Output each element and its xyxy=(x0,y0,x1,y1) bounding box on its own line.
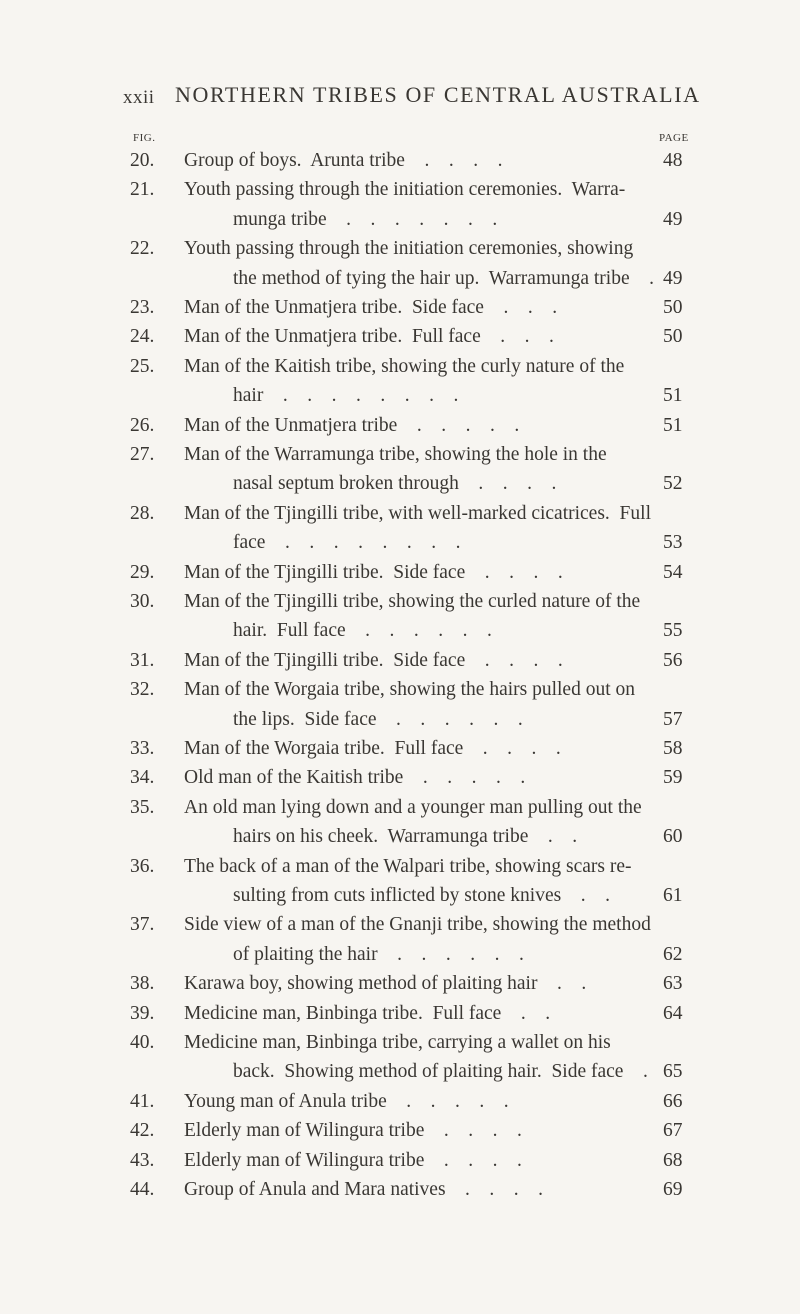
figure-number: 39. xyxy=(130,1002,155,1024)
figure-number: 33. xyxy=(130,738,155,759)
figure-caption: Man of the Unmatjera tribe. Side face . . . xyxy=(184,297,558,318)
page-number: 64 xyxy=(663,1002,683,1024)
figure-number: 35. xyxy=(130,796,155,818)
page-number: 58 xyxy=(663,738,683,759)
figure-number: 32. xyxy=(130,679,155,701)
page-number: 57 xyxy=(663,708,683,730)
figure-number: 31. xyxy=(130,649,155,671)
figure-number: 28. xyxy=(130,502,155,524)
page-number: 65 xyxy=(663,1061,683,1083)
page-number: 50 xyxy=(663,297,683,318)
figure-number: 24. xyxy=(130,326,155,348)
figure-number: 37. xyxy=(130,914,155,936)
figure-caption: The back of a man of the Walpari tribe, showing scars re- xyxy=(184,855,632,877)
figure-caption: Man of the Worgaia tribe. Full face . . . . xyxy=(184,738,561,759)
figure-caption: Elderly man of Wilingura tribe . . . . xyxy=(184,1149,522,1171)
figure-number: 42. xyxy=(130,1120,155,1142)
figure-caption-continued: hair . . . . . . . . xyxy=(233,385,459,407)
page-number: 56 xyxy=(663,649,683,671)
page-number: 51 xyxy=(663,385,683,407)
figure-caption: Group of Anula and Mara natives . . . . xyxy=(184,1179,544,1200)
figure-caption: Man of the Warramunga tribe, showing the hole in the xyxy=(184,444,607,465)
figure-number: 38. xyxy=(130,973,155,995)
figure-caption: Youth passing through the initiation ceremonies. Warra- xyxy=(184,179,626,201)
figure-number: 41. xyxy=(130,1090,155,1112)
figure-number: 23. xyxy=(130,297,155,318)
figure-caption: Karawa boy, showing method of plaiting hair . . xyxy=(184,973,587,995)
page-number: 61 xyxy=(663,885,683,906)
figure-caption-continued: hairs on his cheek. Warramunga tribe . . xyxy=(233,826,578,848)
page-column-header: PAGE xyxy=(659,132,689,144)
figure-number: 44. xyxy=(130,1179,155,1200)
page-number: 62 xyxy=(663,943,683,965)
figure-caption-continued: nasal septum broken through . . . . xyxy=(233,473,557,495)
figure-number: 27. xyxy=(130,444,155,465)
figure-caption-continued: sulting from cuts inflicted by stone knives . . xyxy=(233,885,610,906)
figure-number: 40. xyxy=(130,1032,155,1053)
figure-caption-continued: munga tribe . . . . . . . xyxy=(233,208,498,230)
figure-caption: Side view of a man of the Gnanji tribe, showing the method xyxy=(184,914,651,936)
page-number: 69 xyxy=(663,1179,683,1200)
page-number: 52 xyxy=(663,473,683,495)
figure-caption: Man of the Unmatjera tribe. Full face . . . xyxy=(184,326,554,348)
page-number: 54 xyxy=(663,561,683,583)
figure-number: 43. xyxy=(130,1149,155,1171)
figure-caption-continued: the lips. Side face . . . . . . xyxy=(233,708,523,730)
page-number: 48 xyxy=(663,150,683,171)
page-number: 63 xyxy=(663,973,683,995)
figure-caption: Man of the Tjingilli tribe. Side face . . . . xyxy=(184,561,563,583)
page-number: 55 xyxy=(663,620,683,642)
figure-caption-continued: back. Showing method of plaiting hair. Side face . xyxy=(233,1061,648,1083)
figure-number: 30. xyxy=(130,591,155,612)
page-number: 50 xyxy=(663,326,683,348)
figure-caption-continued: face . . . . . . . . xyxy=(233,532,461,554)
figure-caption: Medicine man, Binbinga tribe, carrying a wallet on his xyxy=(184,1032,611,1053)
figure-caption: Youth passing through the initiation ceremonies, showing xyxy=(184,238,634,260)
page-number: 49 xyxy=(663,267,683,289)
page-number: 51 xyxy=(663,414,683,436)
figure-caption-continued: hair. Full face . . . . . . xyxy=(233,620,492,642)
figure-caption-continued: the method of tying the hair up. Warramunga tribe . xyxy=(233,267,655,289)
figure-number: 26. xyxy=(130,414,155,436)
running-title: NORTHERN TRIBES OF CENTRAL AUSTRALIA xyxy=(175,82,701,107)
figure-caption: Man of the Tjingilli tribe, with well-marked cicatrices. Full xyxy=(184,502,651,524)
figure-caption: Elderly man of Wilingura tribe . . . . xyxy=(184,1120,522,1142)
figure-caption: An old man lying down and a younger man pulling out the xyxy=(184,796,642,818)
figure-caption: Man of the Kaitish tribe, showing the curly nature of the xyxy=(184,355,625,377)
page-folio: xxii xyxy=(123,87,155,108)
fig-column-header: FIG. xyxy=(133,132,156,144)
figure-number: 21. xyxy=(130,179,155,201)
figure-number: 25. xyxy=(130,355,155,377)
figure-caption: Young man of Anula tribe . . . . . xyxy=(184,1090,509,1112)
figure-caption: Old man of the Kaitish tribe . . . . . xyxy=(184,767,526,789)
figure-number: 29. xyxy=(130,561,155,583)
figure-number: 34. xyxy=(130,767,155,789)
figure-number: 22. xyxy=(130,238,155,260)
running-head xyxy=(123,80,701,120)
figure-caption-continued: of plaiting the hair . . . . . . xyxy=(233,943,524,965)
page-number: 49 xyxy=(663,208,683,230)
page-number: 60 xyxy=(663,826,683,848)
figure-number: 20. xyxy=(130,150,155,171)
column-headers xyxy=(0,132,800,150)
page-number: 67 xyxy=(663,1120,683,1142)
figure-caption: Group of boys. Arunta tribe . . . . xyxy=(184,150,503,171)
figure-caption: Man of the Tjingilli tribe. Side face . . . . xyxy=(184,649,563,671)
figure-caption: Medicine man, Binbinga tribe. Full face . . xyxy=(184,1002,551,1024)
page-number: 53 xyxy=(663,532,683,554)
page-number: 66 xyxy=(663,1090,683,1112)
figure-caption: Man of the Unmatjera tribe . . . . . xyxy=(184,414,520,436)
figure-caption: Man of the Worgaia tribe, showing the hairs pulled out on xyxy=(184,679,636,701)
page-number: 59 xyxy=(663,767,683,789)
figure-number: 36. xyxy=(130,855,155,877)
page-number: 68 xyxy=(663,1149,683,1171)
figure-caption: Man of the Tjingilli tribe, showing the curled nature of the xyxy=(184,591,641,612)
